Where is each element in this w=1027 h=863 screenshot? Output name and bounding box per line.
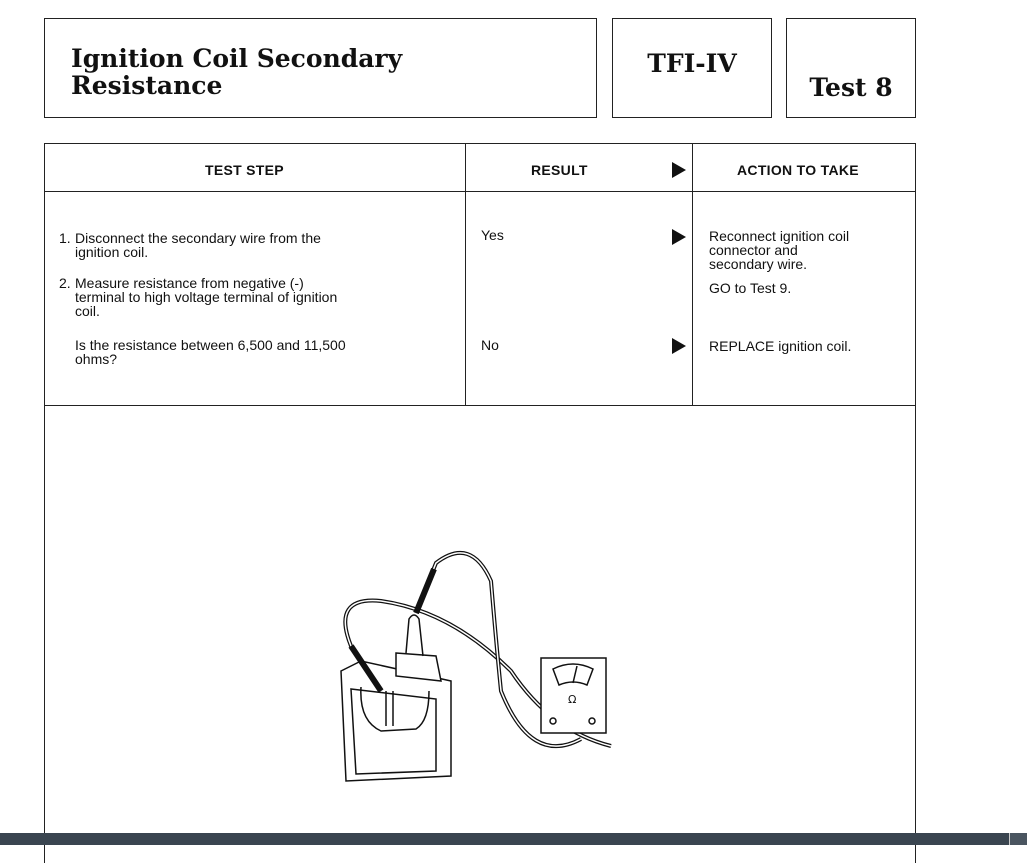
step-line: Disconnect the secondary wire from the <box>75 230 321 246</box>
scrollbar-corner <box>1009 833 1027 845</box>
step-number: 2. <box>59 275 71 291</box>
result-yes: Yes <box>481 227 504 243</box>
action-yes <box>709 229 849 295</box>
system-label: TFI-IV <box>612 18 772 118</box>
row-divider <box>45 405 915 406</box>
result-no: No <box>481 337 499 353</box>
question-line: Is the resistance between 6,500 and 11,500 <box>75 337 346 353</box>
column-divider <box>465 144 466 405</box>
test-title <box>44 18 597 118</box>
step-line: ignition coil. <box>75 244 149 260</box>
header-test-step: TEST STEP <box>205 162 284 178</box>
column-divider <box>692 144 693 405</box>
arrow-icon <box>672 338 686 354</box>
step-line: Measure resistance from negative (-) <box>75 275 304 291</box>
action-line: secondary wire. <box>709 256 808 272</box>
action-no: REPLACE ignition coil. <box>709 338 852 354</box>
action-line: Reconnect ignition coil <box>709 228 850 244</box>
header-result: RESULT <box>531 162 588 178</box>
arrow-icon <box>672 162 686 178</box>
header-action: ACTION TO TAKE <box>737 162 859 178</box>
bottom-scrollbar[interactable] <box>0 833 1027 845</box>
step-line: terminal to high voltage terminal of ignition <box>75 289 338 305</box>
step-line: coil. <box>75 303 100 319</box>
header-divider <box>45 191 915 192</box>
step-number: 1. <box>59 230 71 246</box>
title-line-1: Ignition Coil Secondary <box>71 44 403 73</box>
ohm-symbol: Ω <box>568 693 577 706</box>
test-table <box>44 143 916 863</box>
title-line-2: Resistance <box>71 71 223 100</box>
goto-test: GO to Test 9. <box>709 280 792 296</box>
step-text <box>75 276 337 318</box>
test-number: Test 8 <box>786 18 916 118</box>
step-text <box>75 231 321 259</box>
ignition-coil <box>341 615 451 781</box>
question-text <box>75 338 346 366</box>
question-line: ohms? <box>75 351 118 367</box>
ignition-coil-ohmmeter-illustration <box>321 541 651 801</box>
action-line: connector and <box>709 242 798 258</box>
arrow-icon <box>672 229 686 245</box>
